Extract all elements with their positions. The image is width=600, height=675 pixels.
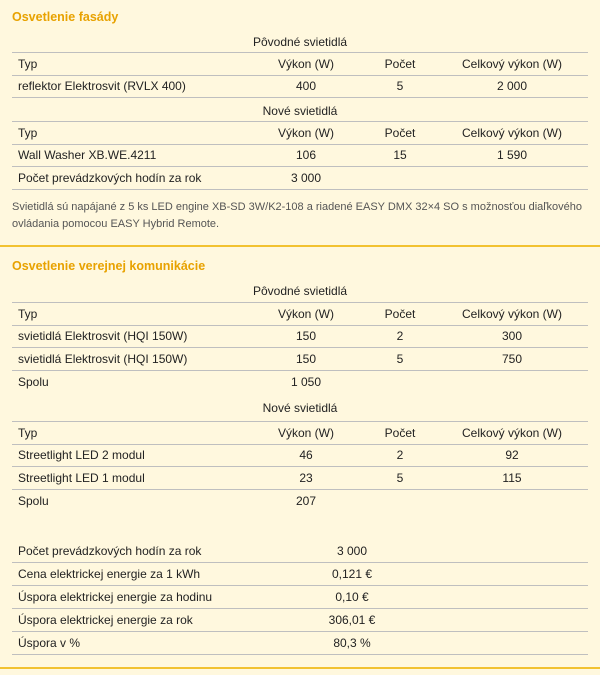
summary-label: Úspora elektrickej energie za rok [18,613,193,627]
table-row [12,444,588,467]
cell-type: Streetlight LED 2 modul [18,448,145,462]
header-power: Výkon (W) [277,57,334,71]
new-luminaires-label: Nové svietidlá [262,401,338,415]
cell-type: Wall Washer XB.WE.4211 [18,148,157,162]
header-type: Typ [18,307,38,321]
section-divider [0,667,600,669]
table-row [12,348,588,371]
table-row [12,75,588,98]
summary-label: Počet prevádzkových hodín za rok [18,544,202,558]
header-power: Výkon (W) [277,126,334,140]
cell-type: reflektor Elektrosvit (RVLX 400) [18,79,186,93]
summary-label: Úspora v % [18,636,81,650]
summary-value: 3 000 [336,544,368,558]
table-row [12,144,588,167]
table-header-row [12,421,588,445]
summary-label: Úspora elektrickej energie za hodinu [18,590,213,604]
summary-row [12,586,588,609]
summary-row [12,540,588,563]
table-row [12,467,588,490]
cell-count: 2 [396,329,404,343]
table-header-row [12,302,588,326]
summary-value: 80,3 % [333,636,371,650]
summary-value: 0,121 € [331,567,373,581]
header-total-power: Celkový výkon (W) [461,307,562,321]
summary-value: 306,01 € [328,613,376,627]
cell-power: 23 [299,471,313,485]
cell-power: 150 [295,329,317,343]
section-divider [0,245,600,247]
facade-note: Svietidlá sú napájané z 5 ks LED engine XB-SD 3W/K2-108 a riadené EASY DMX 32×4 SO s možnosťou diaľkového ovládania pomocou EASY Hybrid Remote. [12,201,582,230]
header-count: Počet [384,307,416,321]
cell-count: 5 [396,471,404,485]
cell-count: 5 [396,79,404,93]
total-label: Spolu [18,494,49,508]
cell-count: 2 [396,448,404,462]
cell-power: 150 [295,352,317,366]
summary-row [12,609,588,632]
header-count: Počet [384,57,416,71]
cell-type: Streetlight LED 1 modul [18,471,145,485]
cell-total-power: 750 [501,352,523,366]
cell-total-power: 115 [502,471,522,485]
total-row [12,490,588,512]
header-total-power: Celkový výkon (W) [461,57,562,71]
summary-row [12,632,588,655]
section-title-facade: Osvetlenie fasády [12,10,119,24]
cell-total-power: 300 [501,329,523,343]
cell-power: 106 [295,148,317,162]
header-power: Výkon (W) [277,307,334,321]
cell-total-power: 92 [505,448,519,462]
cell-power: 46 [299,448,313,462]
total-value: 1 050 [290,375,322,389]
table-header-row [12,121,588,145]
header-type: Typ [18,57,38,71]
cell-total-power: 2 000 [496,79,528,93]
original-luminaires-label: Pôvodné svietidlá [252,284,348,298]
header-count: Počet [384,126,416,140]
operating-hours-label: Počet prevádzkových hodín za rok [18,171,202,185]
cell-type: svietidlá Elektrosvit (HQI 150W) [18,352,188,366]
total-row [12,371,588,393]
original-luminaires-label: Pôvodné svietidlá [252,35,348,49]
header-type: Typ [18,126,38,140]
total-label: Spolu [18,375,49,389]
header-type: Typ [18,426,38,440]
cell-count: 15 [393,148,407,162]
header-total-power: Celkový výkon (W) [461,426,562,440]
summary-value: 0,10 € [335,590,369,604]
section-title-street: Osvetlenie verejnej komunikácie [12,259,206,273]
cell-type: svietidlá Elektrosvit (HQI 150W) [18,329,188,343]
header-power: Výkon (W) [277,426,334,440]
cell-total-power: 1 590 [496,148,528,162]
header-total-power: Celkový výkon (W) [461,126,562,140]
cell-count: 5 [396,352,404,366]
header-count: Počet [384,426,416,440]
summary-label: Cena elektrickej energie za 1 kWh [18,567,201,581]
operating-hours-row [12,167,588,190]
new-luminaires-label: Nové svietidlá [262,104,338,118]
operating-hours-value: 3 000 [290,171,322,185]
total-value: 207 [295,494,317,508]
summary-row [12,563,588,586]
table-header-row [12,52,588,76]
cell-power: 400 [295,79,317,93]
table-row [12,325,588,348]
